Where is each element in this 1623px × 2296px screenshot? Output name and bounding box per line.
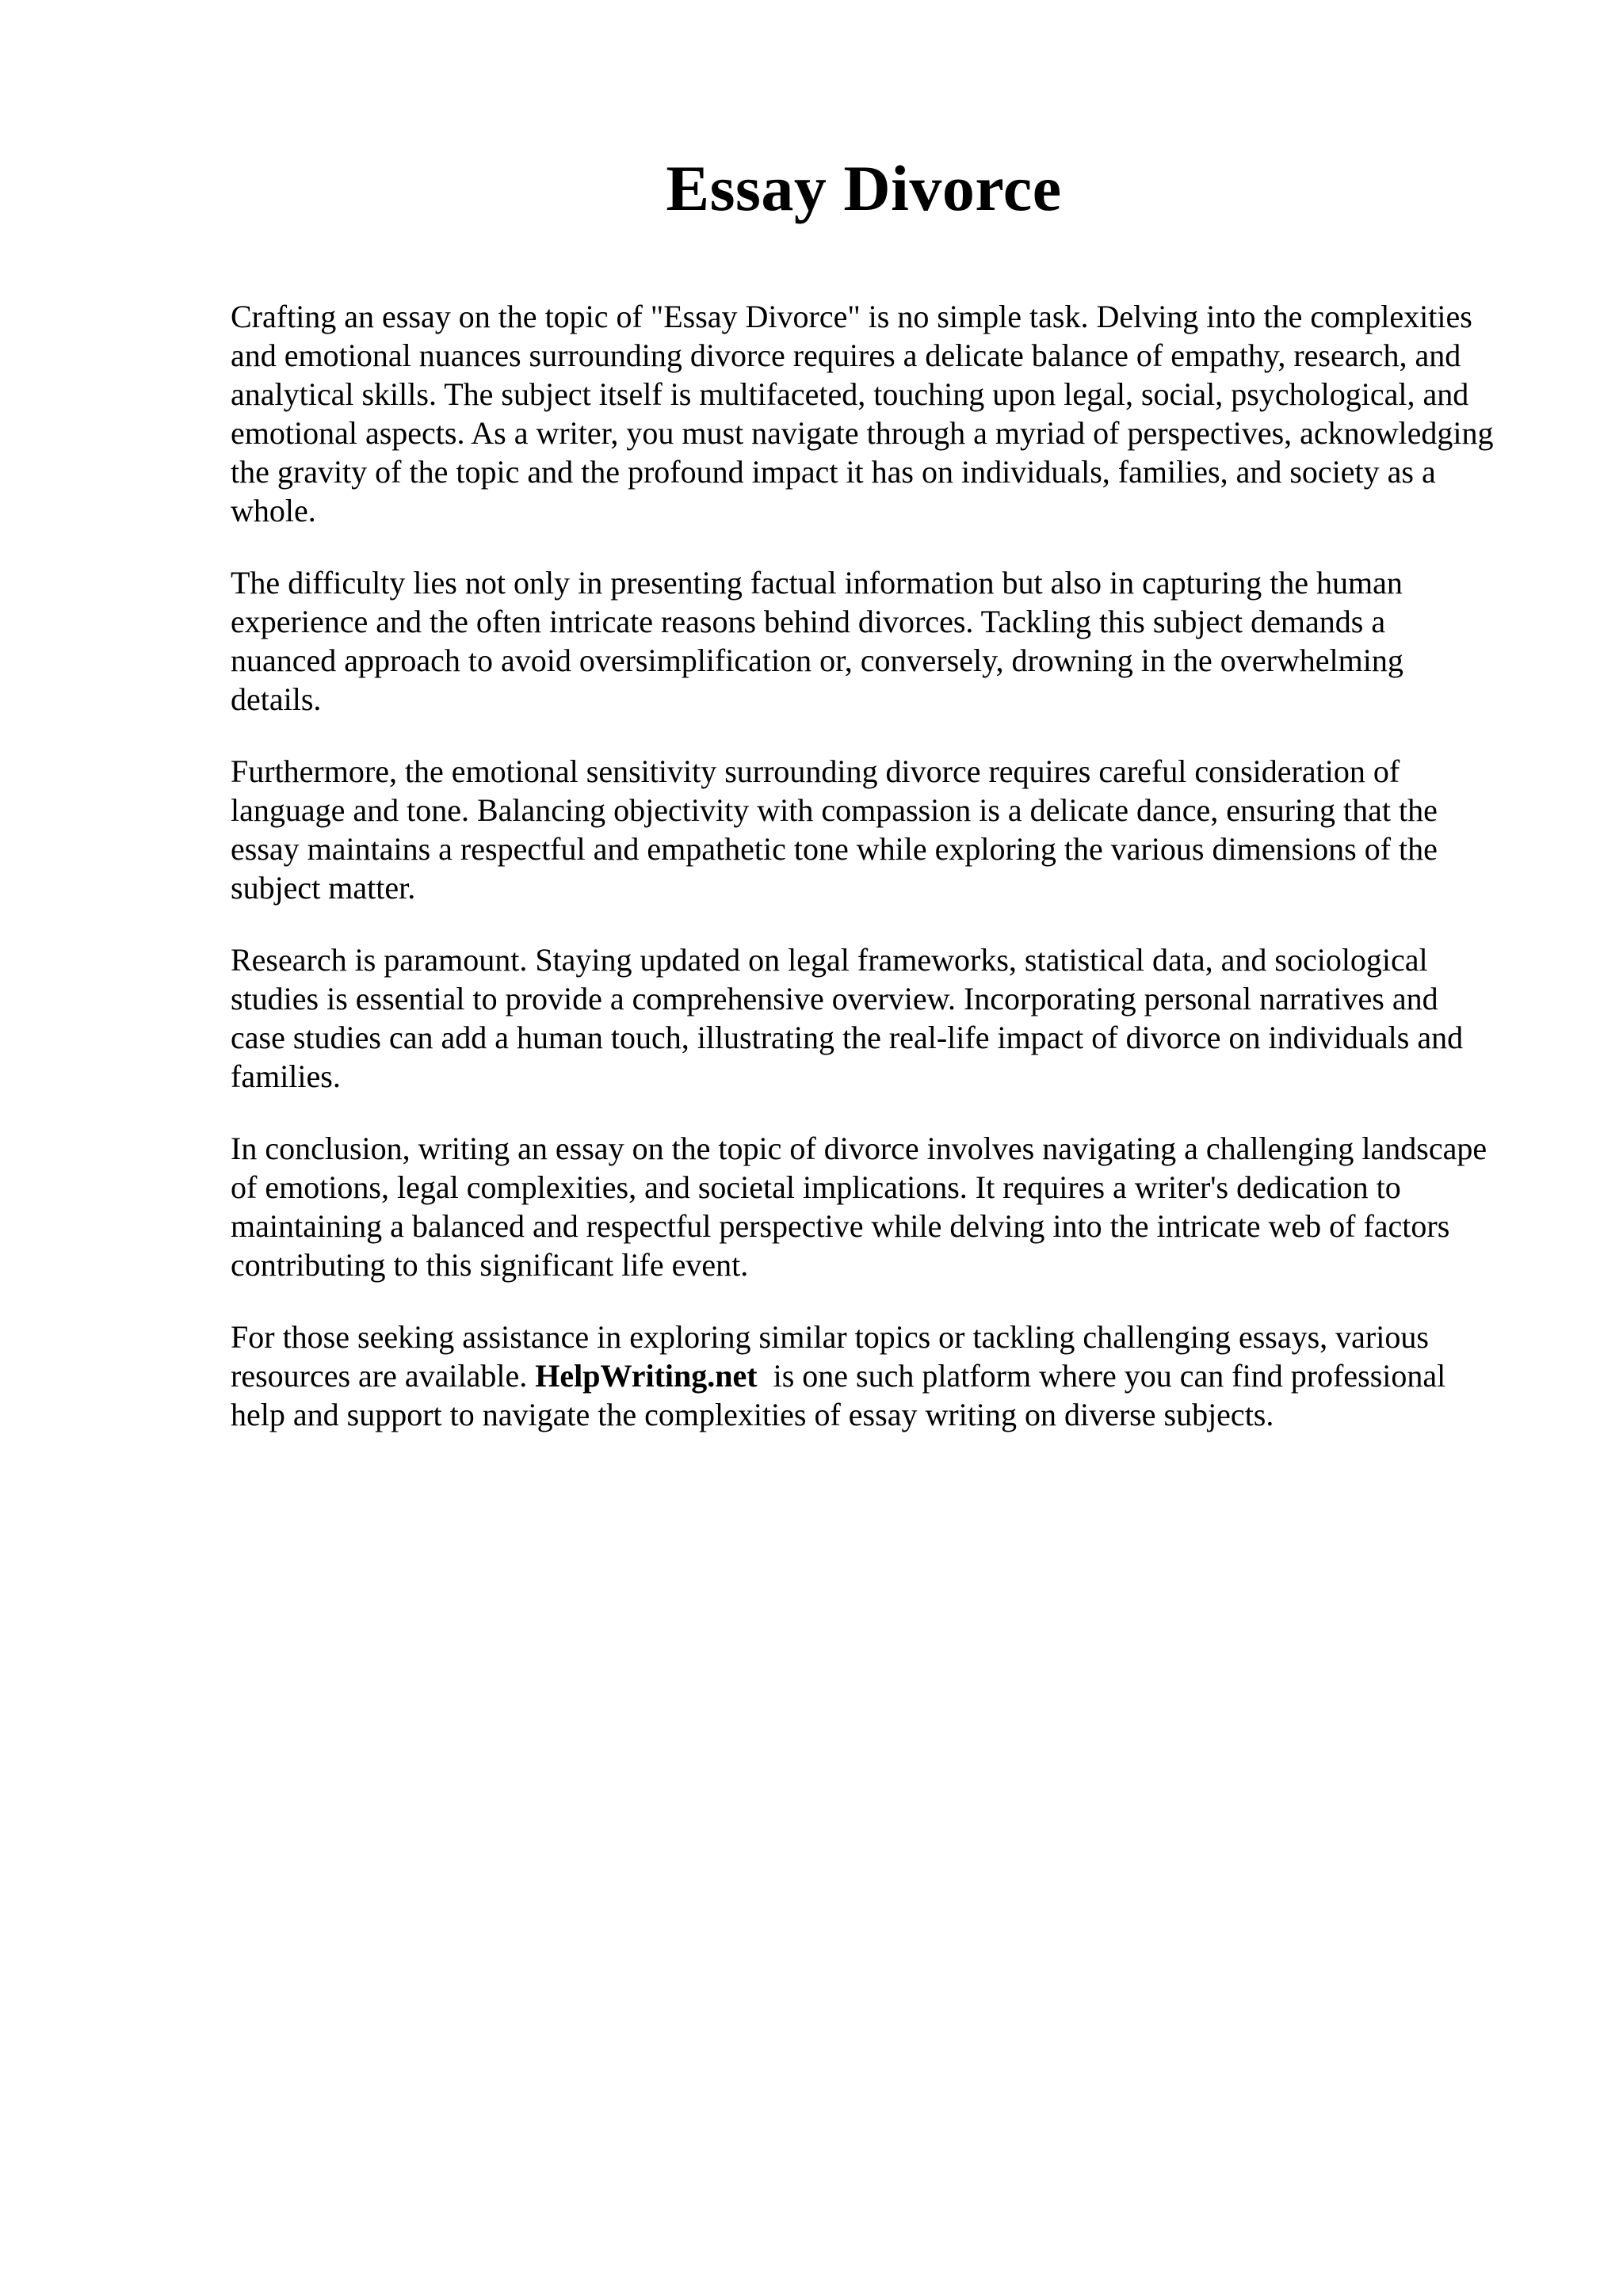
paragraph-difficulty: The difficulty lies not only in presenting factual information but also in capturing the human experience and the often intricate reasons behind divorces. Tackling this subject demands a nuanced approach to avoid oversimplification or, conversely, drowning in the overwhelming details.: [231, 565, 1403, 717]
brand-name: HelpWriting.net: [535, 1358, 758, 1394]
paragraph-research: Research is paramount. Staying updated on legal frameworks, statistical data, and sociological studies is essential to provide a comprehensive overview. Incorporating personal narratives and case studies can add a human touch, illustrating the real-life impact of divorce on individuals and families.: [231, 942, 1464, 1094]
paragraph-closing: [231, 1318, 1499, 1434]
document-title: Essay Divorce: [666, 152, 1062, 224]
closing-text-after: is one such platform where you can find professional help and support to navigate the complexities of essay writing on diverse subjects.: [231, 1358, 1446, 1432]
closing-text-before: For those seeking assistance in exploring similar topics or tackling challenging essays, various resources are available.: [231, 1319, 1429, 1394]
document-body: [231, 297, 1499, 1467]
paragraph-sensitivity: Furthermore, the emotional sensitivity surrounding divorce requires careful consideration of language and tone. Balancing objectivity with compassion is a delicate dance, ensuring that the essay maintains a respectful and empathetic tone while exploring the various dimensions of the subject matter.: [231, 753, 1438, 906]
paragraph-conclusion: In conclusion, writing an essay on the topic of divorce involves navigating a challenging landscape of emotions, legal complexities, and societal implications. It requires a writer's dedication to maintaining a balanced and respectful perspective while delving into the intricate web of factors contributing to this significant life event.: [231, 1131, 1487, 1283]
paragraph-intro: Crafting an essay on the topic of "Essay Divorce" is no simple task. Delving into the complexities and emotional nuances surrounding divorce requires a delicate balance of empathy, research, and analytical skills. The subject itself is multifaceted, touching upon legal, social, psychological, and emotional aspects. As a writer, you must navigate through a myriad of perspectives, acknowledging the gravity of the topic and the profound impact it has on individuals, families, and society as a whole.: [231, 299, 1494, 528]
